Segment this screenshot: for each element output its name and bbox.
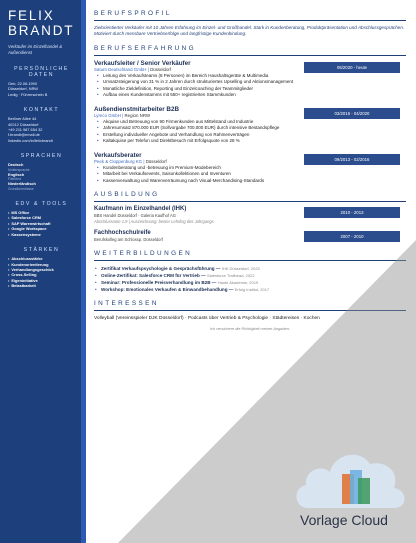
training-meta: Salesforce Trailhead, 2022	[206, 272, 255, 278]
training-name: Zertifikat Verkaufspsychologie & Gesprächsführung	[101, 265, 215, 271]
strength-item: • Verhandlungsgeschick	[8, 267, 75, 272]
profile-text: Zielorientierter Verkäufer mit 10 Jahren Erfahrung im Einzel- und Großhandel. Stark in Kundenberatung, Produktpräsentation und Abschlussgesprächen. Motiviert durch messbare Vertriebserfolge und langfristige Kundenbindung.	[94, 25, 405, 37]
strength-item: • Kundenorientierung	[8, 262, 75, 267]
company-name: Peek & Cloppenburg KG	[94, 158, 143, 164]
job-bullet: • Akquise und Betreuung von 90 Firmenkunden aus Mittelstand und Industrie	[94, 119, 406, 126]
training-item: • Workshop: Emotionales Verkaufen & Einwandbehandlung — Erfolg Institut, 2017	[94, 286, 406, 293]
edv-item: • Google Workspace	[8, 226, 75, 231]
contact-email: f.brandt@email.de	[8, 132, 40, 138]
strength-item: • Belastbarkeit	[8, 283, 75, 288]
edv-heading: EDV & TOOLS	[15, 201, 68, 208]
job-date-badge: 05/2020 - heute	[304, 62, 400, 73]
training-name: Workshop: Emotionales Verkaufen & Einwandbehandlung	[101, 287, 228, 293]
education-note: Abschlussnote 1,9 | Auszeichnung: bester Lehrling des Jahrgangs	[94, 218, 214, 224]
contact-city: 40212 Düsseldorf	[8, 121, 39, 127]
language-name: Deutsch	[8, 162, 24, 168]
personal-status: Ledig · Führerschein B	[8, 91, 48, 97]
training-name: Seminar: Professionelle Preisverhandlung im B2B	[101, 280, 211, 285]
job-company: Peek & Cloppenburg KG | Düsseldorf	[94, 158, 167, 164]
language-name: Englisch	[8, 171, 25, 177]
trainings-heading: WEITERBILDUNGEN	[94, 250, 406, 261]
education-school: BBS Handel Düsseldorf · Galeria Kaufhof AG	[94, 213, 176, 219]
language-name: Niederländisch	[8, 181, 36, 187]
job-title: Verkaufsberater	[94, 151, 142, 159]
training-meta: IHK Düsseldorf, 2023	[221, 265, 260, 271]
training-item: • Online-Zertifikat: Salesforce CRM für Vertrieb — Salesforce Trailhead, 2022	[94, 272, 406, 279]
personal-marital: Ledig	[8, 91, 18, 97]
job-title: Außendienstmitarbeiter B2B	[94, 105, 180, 113]
job-bullet: • Jahresumsatz 870.000 EUR (Sollvorgabe 700.000 EUR) durch intensive Bestandspflege	[94, 125, 406, 132]
job-company: Saturn Deutschland GmbH | Düsseldorf	[94, 66, 172, 72]
contact-linkedin: linkedin.com/in/felixbrandt	[8, 137, 53, 143]
strength-item: • Eigeninitiative	[8, 278, 75, 283]
contact-street: Berliner Allee 44	[8, 116, 37, 122]
job-date-badge: 03/2016 - 04/2020	[304, 108, 400, 119]
language-level: Fließend	[8, 177, 22, 182]
personal-city: Düsseldorf, NRW	[8, 86, 38, 92]
interests-heading: INTERESSEN	[94, 300, 406, 311]
job-bullet: • Leitung des Verkaufsteams (8 Personen) im Bereich Haushaltsgeräte & Multimedia	[94, 73, 406, 80]
job-bullet: • Kaltakquise per Telefon und Direktbesuch mit Erfolgsquote von 28 %	[94, 138, 406, 145]
experience-heading: BERUFSERFAHRUNG	[94, 45, 406, 56]
job-title: Verkaufsleiter / Senior Verkäufer	[94, 59, 191, 67]
first-name: FELIX	[8, 8, 55, 23]
language-level: Grundkenntnisse	[8, 186, 34, 191]
job-subtitle: Verkäufer im Einzelhandel & Außendienst	[8, 44, 63, 55]
job-company: Lyreco GmbH | Region NRW	[94, 112, 151, 118]
job-bullet: • Kundenberatung und -betreuung im Premium-Modebereich	[94, 165, 406, 172]
job-bullet: • Umsatzsteigerung von 31 % in 2 Jahren durch strukturiertes Upselling und Aktionsmanagement	[94, 79, 406, 86]
contact-heading: KONTAKT	[23, 107, 60, 114]
job-date-badge: 09/2013 - 02/2016	[304, 154, 400, 165]
company-place: Düsseldorf	[145, 158, 167, 164]
education-heading: AUSBILDUNG	[94, 191, 406, 202]
languages-heading: SPRACHEN	[20, 153, 63, 160]
footer-note: Ich versichere die Richtigkeit meiner Angaben.	[209, 326, 291, 332]
education-title: Fachhochschulreife	[94, 230, 151, 237]
job-bullet: • Mitarbeit bei Verkaufsevents, Saisonkollektionen und Inventuren	[94, 171, 406, 178]
training-item: • Zertifikat Verkaufspsychologie & Gesprächsführung — IHK Düsseldorf, 2023	[94, 265, 406, 272]
strength-item: • Abschlussstärke	[8, 256, 75, 261]
job-bullet: • Erstellung individueller Angebote und Verhandlung von Rahmenverträgen	[94, 132, 406, 139]
edv-item: • SAP Warenwirtschaft	[8, 221, 75, 226]
education-date-badge: 2007 - 2010	[304, 231, 400, 242]
education-school: Berufskolleg am Schlossp. Düsseldorf	[94, 237, 163, 243]
education-title: Kaufmann im Einzelhandel (IHK)	[94, 206, 187, 213]
last-name: BRANDT	[8, 23, 75, 38]
edv-item: • Kassensysteme	[8, 232, 75, 237]
company-name: Saturn Deutschland GmbH	[94, 66, 147, 72]
edv-item: • Salesforce CRM	[8, 215, 75, 220]
company-place: Region NRW	[124, 112, 151, 118]
language-level: Muttersprache	[8, 167, 30, 172]
training-name: Online-Zertifikat: Salesforce CRM für Vertrieb	[101, 272, 200, 278]
profile-heading: BERUFSPROFIL	[94, 10, 406, 21]
contact-phone: +49 211 987 654 32	[8, 127, 43, 133]
training-item: • Seminar: Professionelle Preisverhandlung im B2B — Haufe Akademie, 2019	[94, 279, 406, 286]
job-bullet: • Kassenverwaltung und Warenverräumung nach Visual-Merchandising-Standards	[94, 178, 406, 185]
strengths-heading: STÄRKEN	[23, 247, 60, 254]
company-name: Lyreco GmbH	[94, 112, 121, 118]
training-meta: Haufe Akademie, 2019	[217, 280, 259, 285]
strength-item: • Cross-Selling	[8, 272, 75, 277]
interests-text: Volleyball (Vereinsspieler DJK Düsseldorf) · Podcasts über Vertrieb & Psychologie · Städtereisen · Kochen	[94, 316, 320, 322]
education-date-badge: 2010 - 2013	[304, 207, 400, 218]
personal-data-heading: PERSÖNLICHE DATEN	[14, 66, 69, 78]
watermark-brand-text: Vorlage Cloud	[300, 512, 388, 528]
job-bullet: • Aufbau eines Kundenstamms mit 550+ registrierten Stammkunden	[94, 92, 406, 99]
training-meta: Erfolg Institut, 2017	[234, 287, 270, 293]
edv-item: • MS Office	[8, 210, 75, 215]
company-place: Düsseldorf	[150, 66, 172, 72]
personal-birth: Geb. 22.06.1990	[8, 81, 37, 86]
job-bullet: • Monatliche Zieldefinition, Reporting und Einzelcoaching der Teammitglieder	[94, 86, 406, 93]
personal-license: Führerschein B	[21, 91, 48, 97]
